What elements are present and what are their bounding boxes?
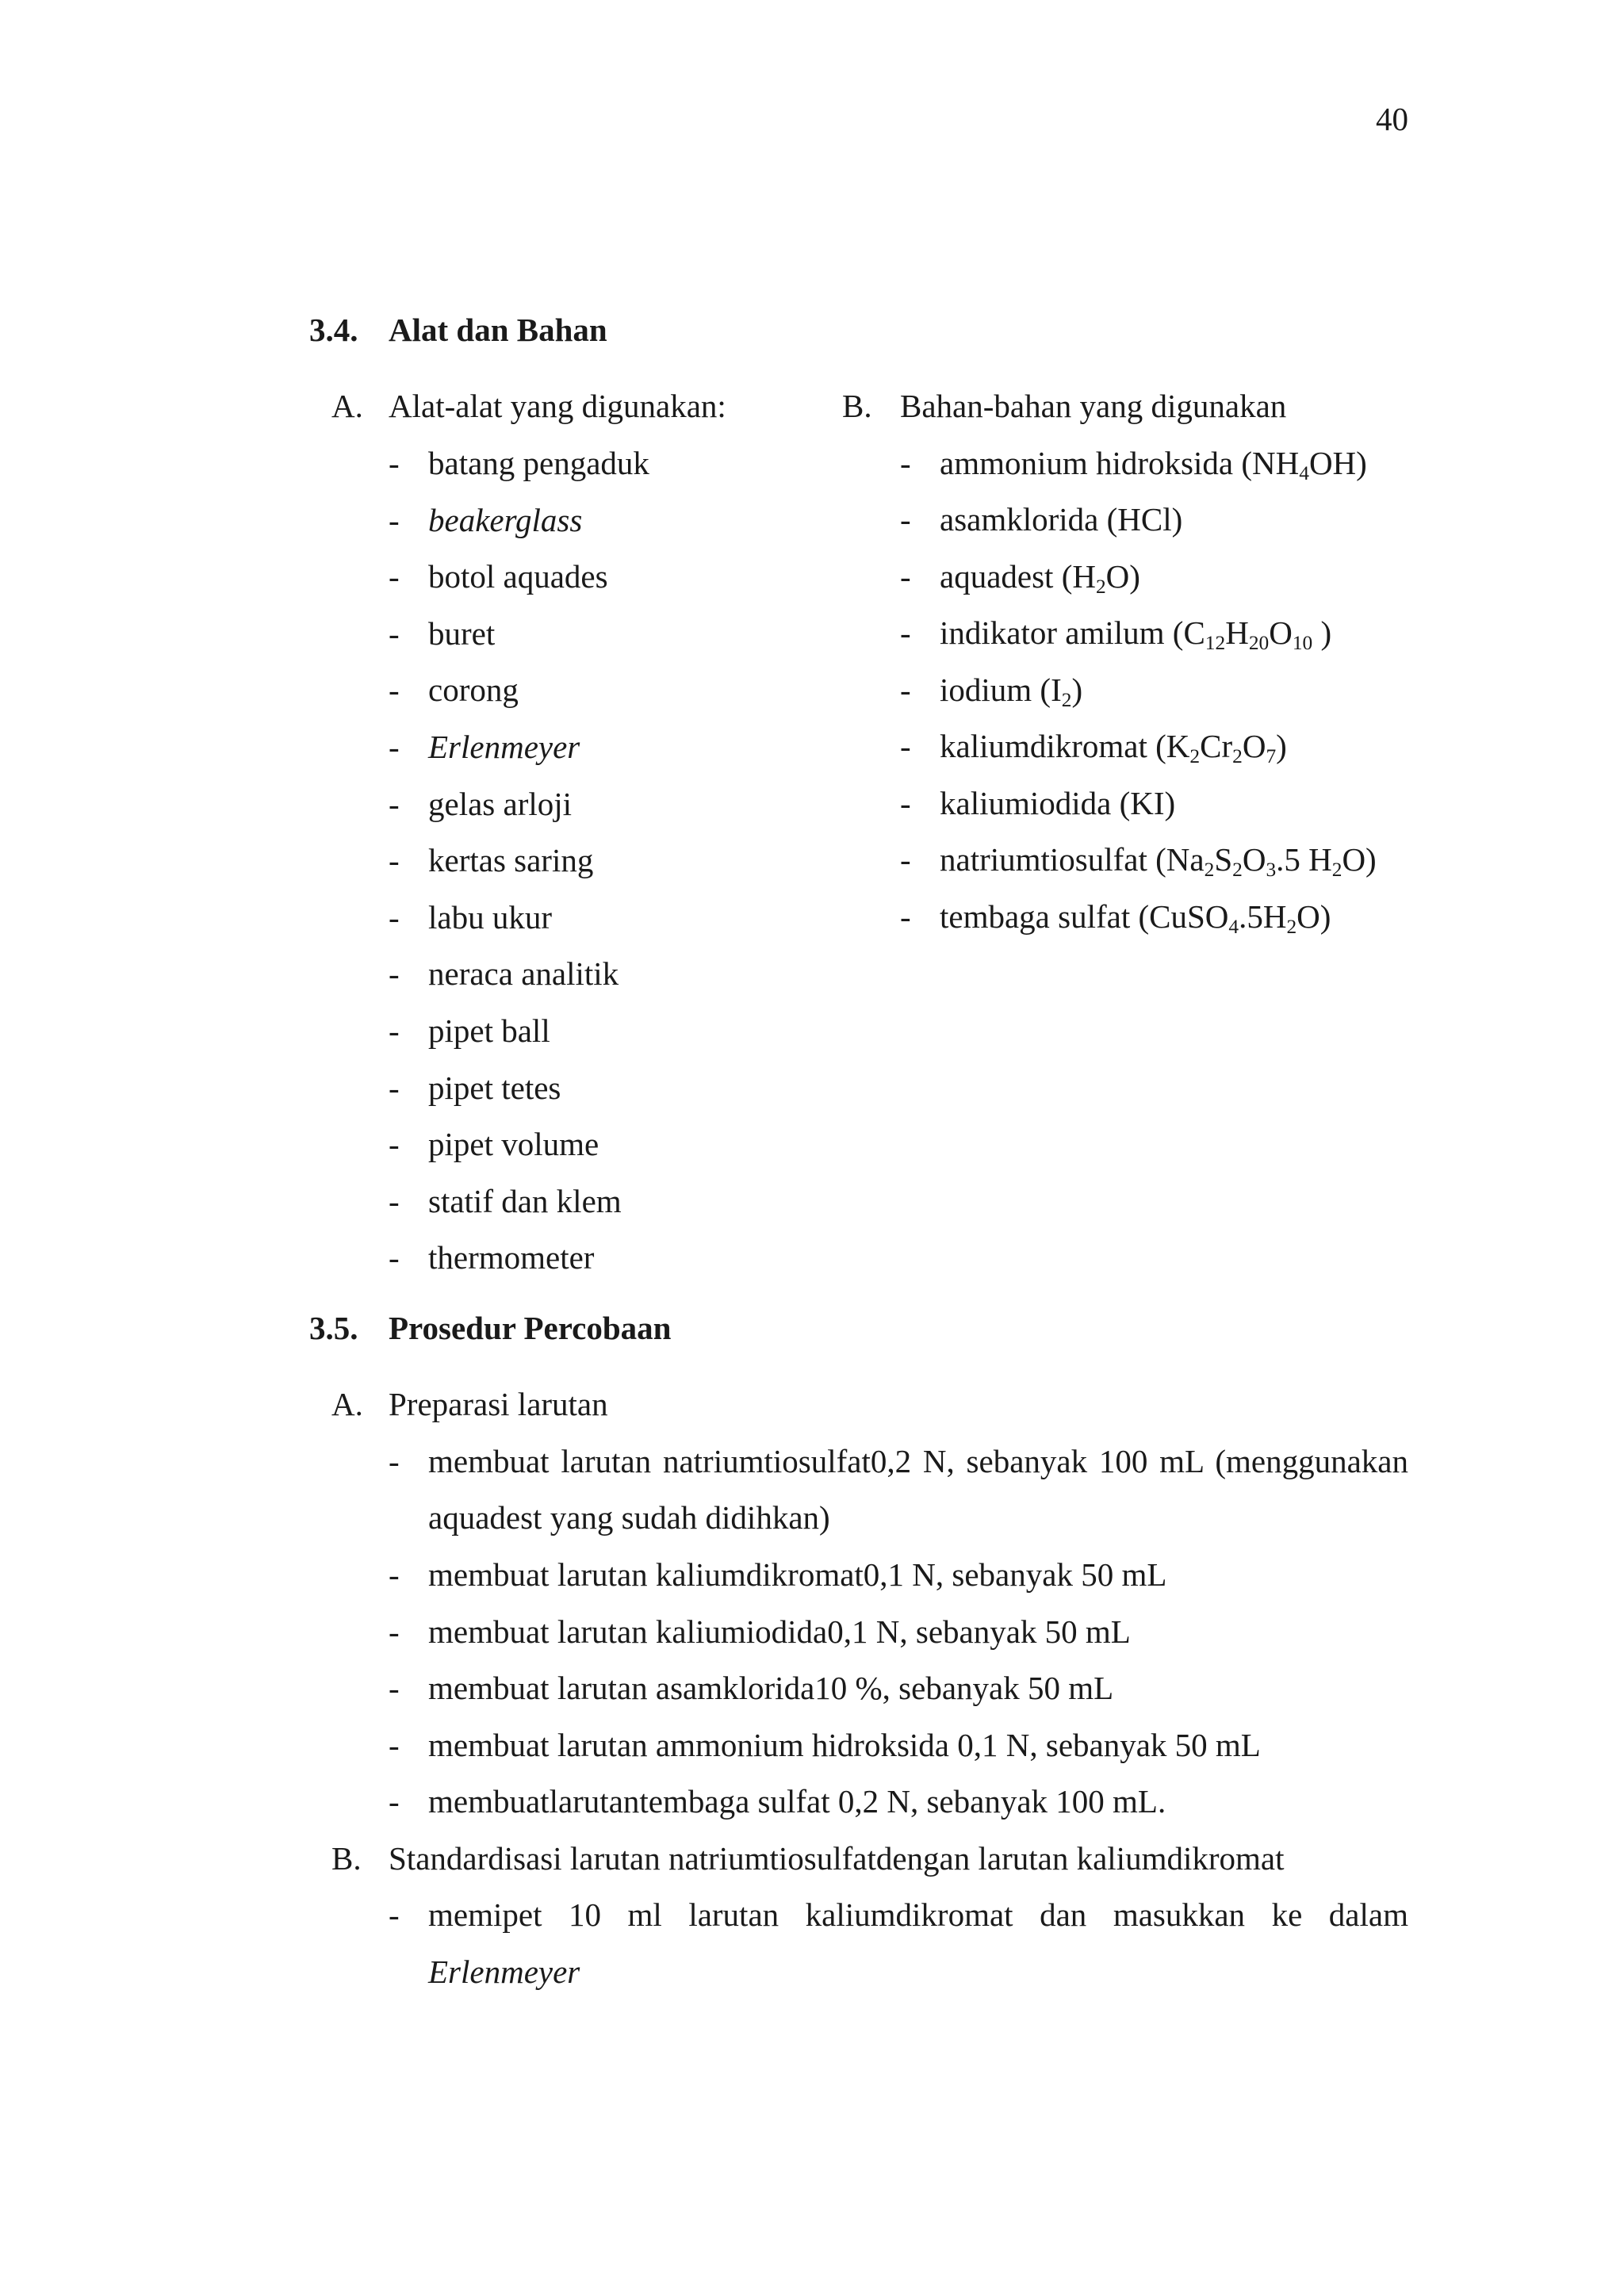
list-dash: - — [389, 1727, 400, 1763]
section-title: Prosedur Percobaan — [389, 1310, 672, 1346]
list-dash: - — [389, 1126, 400, 1162]
list-item: membuat larutan kaliumiodida0,1 N, sebanyak 50 mL — [428, 1613, 1131, 1650]
list-dash: - — [900, 898, 911, 935]
list-item: memipet 10 ml larutan kaliumdikromat dan masukkan ke dalam — [428, 1896, 1408, 1933]
list-dash: - — [900, 841, 911, 878]
list-dash: - — [389, 1556, 400, 1593]
list-heading: Bahan-bahan yang digunakan — [900, 388, 1287, 424]
list-item-continuation: aquadest yang sudah didihkan) — [428, 1499, 830, 1536]
section-title: Alat dan Bahan — [389, 312, 607, 348]
list-dash: - — [900, 785, 911, 821]
list-dash: - — [389, 445, 400, 481]
section-number: 3.5. — [309, 1310, 358, 1346]
section-number: 3.4. — [309, 312, 358, 348]
list-item: labu ukur — [428, 899, 552, 936]
list-heading: Standardisasi larutan natriumtiosulfatdengan larutan kaliumdikromat — [389, 1840, 1285, 1877]
list-item: membuatlarutantembaga sulfat 0,2 N, sebanyak 100 mL. — [428, 1783, 1166, 1820]
list-marker: B. — [331, 1840, 362, 1877]
list-item: membuat larutan natriumtiosulfat0,2 N, sebanyak 100 mL (menggunakan — [428, 1443, 1408, 1479]
list-item: membuat larutan ammonium hidroksida 0,1 N, sebanyak 50 mL — [428, 1727, 1261, 1763]
list-item: iodium $(I_2)$ — [940, 672, 1083, 712]
list-item: botol aquades — [428, 558, 608, 595]
list-item: ammonium hidroksida $(NH_4OH)$ — [940, 445, 1367, 485]
list-dash: - — [389, 842, 400, 878]
list-item: neraca analitik — [428, 955, 619, 992]
list-item: beakerglass — [428, 502, 583, 538]
list-item: kaliumdikromat $(K_2Cr_2O_7)$ — [940, 728, 1287, 768]
list-dash: - — [389, 729, 400, 765]
list-dash: - — [389, 1443, 400, 1479]
list-dash: - — [389, 1896, 400, 1933]
list-item: pipet volume — [428, 1126, 599, 1162]
list-marker: B. — [842, 388, 872, 424]
list-item: membuat larutan kaliumdikromat0,1 N, sebanyak 50 mL — [428, 1556, 1167, 1593]
list-dash: - — [389, 672, 400, 708]
list-item: asamklorida (HCl) — [940, 501, 1183, 538]
list-item: statif dan klem — [428, 1183, 622, 1219]
list-marker: A. — [331, 1386, 363, 1422]
list-item-continuation: Erlenmeyer — [428, 1954, 580, 1990]
list-heading: Preparasi larutan — [389, 1386, 608, 1422]
list-item: indikator amilum ($C_{12}H_{20}O_{10}$ ) — [940, 614, 1332, 655]
page-number: 40 — [1376, 101, 1408, 137]
list-item: pipet tetes — [428, 1070, 561, 1106]
list-item: thermometer — [428, 1239, 595, 1276]
list-item: Erlenmeyer — [428, 729, 580, 765]
list-dash: - — [900, 614, 911, 651]
list-dash: - — [389, 1239, 400, 1276]
list-dash: - — [900, 558, 911, 595]
list-dash: - — [900, 728, 911, 764]
list-dash: - — [900, 672, 911, 708]
list-dash: - — [389, 1183, 400, 1219]
list-dash: - — [389, 955, 400, 992]
list-dash: - — [389, 1670, 400, 1706]
list-item: natriumtiosulfat ($Na_2S_2O_3.5$ $H_2O$) — [940, 841, 1377, 882]
list-dash: - — [389, 1783, 400, 1820]
list-item: corong — [428, 672, 519, 708]
list-dash: - — [389, 899, 400, 936]
list-dash: - — [389, 1070, 400, 1106]
list-item: aquadest $(H_2O)$ — [940, 558, 1140, 599]
list-item: pipet ball — [428, 1012, 550, 1049]
list-dash: - — [389, 558, 400, 595]
list-item: tembaga sulfat $(CuSO_4.5H_2O)$ — [940, 898, 1331, 939]
list-heading: Alat-alat yang digunakan: — [389, 388, 726, 424]
list-item: kaliumiodida (KI) — [940, 785, 1176, 821]
list-item: kertas saring — [428, 842, 594, 878]
list-item: buret — [428, 615, 496, 652]
list-dash: - — [389, 615, 400, 652]
list-dash: - — [389, 1613, 400, 1650]
list-dash: - — [900, 445, 911, 481]
list-item: batang pengaduk — [428, 445, 649, 481]
list-dash: - — [389, 786, 400, 822]
list-marker: A. — [331, 388, 363, 424]
list-item: membuat larutan asamklorida10 %, sebanyak 50 mL — [428, 1670, 1114, 1706]
list-dash: - — [389, 502, 400, 538]
list-dash: - — [900, 501, 911, 538]
list-dash: - — [389, 1012, 400, 1049]
list-item: gelas arloji — [428, 786, 573, 822]
